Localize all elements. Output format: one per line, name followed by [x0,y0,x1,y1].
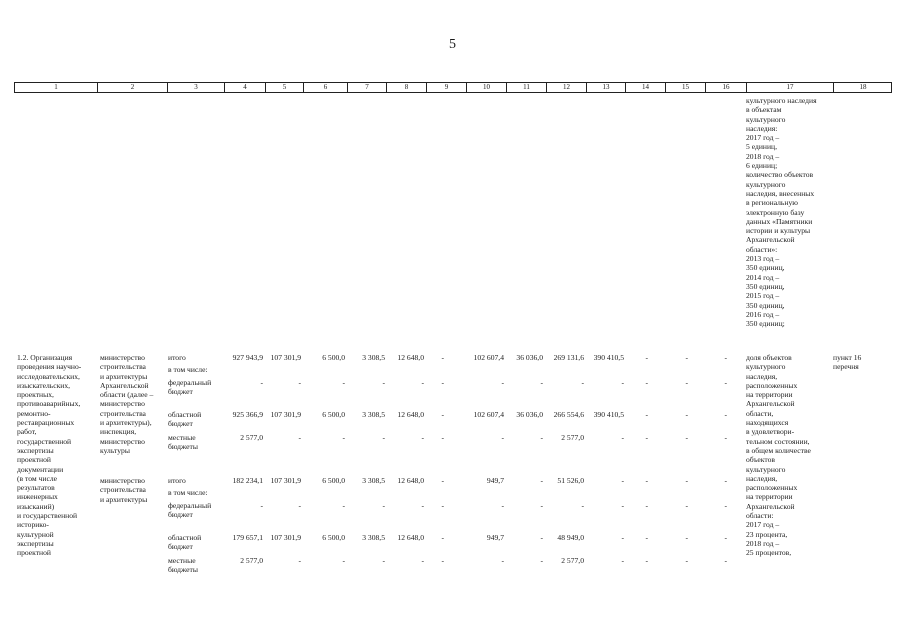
list-reference: пункт 16 перечня [833,353,862,372]
value-cell: 107 301,9 [270,410,301,419]
value-cell: - [685,476,688,485]
value-cell: 927 943,9 [232,353,263,362]
value-cell: 36 036,0 [516,410,543,419]
funding-source-label: федеральный бюджет [168,501,212,520]
value-cell: - [501,378,504,387]
value-cell: 102 607,4 [473,353,504,362]
value-cell: 2 577,0 [240,556,263,565]
value-cell: 925 366,9 [232,410,263,419]
column-header-17: 17 [746,82,833,93]
value-cell: 107 301,9 [270,353,301,362]
value-cell: - [260,501,263,510]
value-cell: 107 301,9 [270,533,301,542]
value-cell: 949,7 [486,533,504,542]
funding-source-label: в том числе: [168,365,208,374]
value-cell: 949,7 [486,476,504,485]
value-cell: 266 554,6 [553,410,584,419]
value-cell: - [645,410,648,419]
value-cell: 6 500,0 [322,353,345,362]
value-cell: 269 131,6 [553,353,584,362]
column-header-16: 16 [705,82,746,93]
value-cell: 12 648,0 [397,533,424,542]
value-cell: - [685,556,688,565]
executor-group-1: министерство строительства и архитектуры Архангельской области (далее – министерство строительства и архитектуры), инспекция, министерство культуры [100,353,154,455]
column-header-15: 15 [665,82,705,93]
value-cell: - [382,433,385,442]
funding-source-label: местные бюджеты [168,433,198,452]
value-cell: 107 301,9 [270,476,301,485]
value-cell: 102 607,4 [473,410,504,419]
value-cell: 6 500,0 [322,476,345,485]
value-cell: - [581,501,584,510]
column-header-14: 14 [625,82,665,93]
value-cell: - [645,556,648,565]
value-cell: 6 500,0 [322,533,345,542]
value-cell: - [724,533,727,542]
value-cell: 2 577,0 [561,433,584,442]
value-cell: - [540,476,543,485]
value-cell: - [621,476,624,485]
value-cell: - [342,501,345,510]
value-cell: 390 410,5 [593,353,624,362]
column-number-header [14,82,892,93]
column-header-8: 8 [386,82,426,93]
value-cell: - [441,378,444,387]
value-cell: - [441,353,444,362]
value-cell: - [685,433,688,442]
value-cell: 12 648,0 [397,410,424,419]
value-cell: - [441,476,444,485]
value-cell: - [421,556,424,565]
value-cell: - [501,501,504,510]
value-cell: 179 657,1 [232,533,263,542]
page-number: 5 [449,37,456,52]
value-cell: - [581,378,584,387]
target-indicator: доля объектов культурного наследия, расположенных на территории Архангельской области, находящихся в удовлетвори- тельном состоянии, в общем количестве объектов культурного наследия, расположенных на территории Архангельской области: 2017 год – 23 процента, 2018 год – 25 процентов, [746,353,811,558]
column-header-6: 6 [303,82,347,93]
value-cell: - [298,556,301,565]
value-cell: - [298,501,301,510]
column-header-11: 11 [506,82,546,93]
value-cell: - [382,378,385,387]
executor-group-2: министерство строительства и архитектуры [100,476,148,504]
value-cell: - [441,410,444,419]
value-cell: - [645,378,648,387]
value-cell: - [501,433,504,442]
value-cell: - [540,556,543,565]
value-cell: - [342,378,345,387]
funding-source-label: областной бюджет [168,410,202,429]
column-header-12: 12 [546,82,586,93]
value-cell: - [724,556,727,565]
value-cell: - [724,410,727,419]
funding-source-label: итого [168,476,186,485]
value-cell: - [645,433,648,442]
measure-name: 1.2. Организация проведения научно- исследовательских, изыскательских, проектных, противоаварийных, ремонтно- реставрационных работ, государственной экспертизы проектной документации (в том числе результатов инженерных изысканий) и государственной историко- культурной экспертизы проектной [17,353,82,558]
value-cell: - [501,556,504,565]
value-cell: - [645,353,648,362]
value-cell: - [685,410,688,419]
column-header-7: 7 [347,82,386,93]
value-cell: 48 949,0 [557,533,584,542]
column-header-13: 13 [586,82,625,93]
value-cell: 12 648,0 [397,353,424,362]
value-cell: - [621,501,624,510]
value-cell: 3 308,5 [362,533,385,542]
funding-source-label: областной бюджет [168,533,202,552]
value-cell: - [441,533,444,542]
value-cell: 2 577,0 [240,433,263,442]
value-cell: - [621,433,624,442]
value-cell: 390 410,5 [593,410,624,419]
funding-source-label: в том числе: [168,488,208,497]
value-cell: - [382,556,385,565]
value-cell: 12 648,0 [397,476,424,485]
value-cell: - [724,501,727,510]
value-cell: - [441,556,444,565]
value-cell: - [441,433,444,442]
value-cell: - [645,501,648,510]
value-cell: - [298,433,301,442]
value-cell: - [724,353,727,362]
value-cell: - [382,501,385,510]
value-cell: - [540,501,543,510]
column-header-10: 10 [466,82,506,93]
value-cell: - [540,533,543,542]
value-cell: - [621,556,624,565]
column-header-4: 4 [224,82,265,93]
column-header-2: 2 [97,82,167,93]
value-cell: 51 526,0 [557,476,584,485]
value-cell: - [342,433,345,442]
value-cell: - [621,378,624,387]
value-cell: - [685,533,688,542]
value-cell: - [724,476,727,485]
value-cell: - [540,378,543,387]
value-cell: - [421,433,424,442]
funding-source-label: итого [168,353,186,362]
column-header-1: 1 [54,83,58,91]
value-cell: - [685,378,688,387]
value-cell: - [685,353,688,362]
value-cell: - [724,378,727,387]
value-cell: - [260,378,263,387]
value-cell: 3 308,5 [362,476,385,485]
column-header-18: 18 [833,82,892,93]
value-cell: - [421,378,424,387]
value-cell: - [685,501,688,510]
value-cell: - [298,378,301,387]
value-cell: - [342,556,345,565]
column-header-3: 3 [167,82,224,93]
value-cell: 3 308,5 [362,410,385,419]
value-cell: - [421,501,424,510]
column-header-5: 5 [265,82,303,93]
value-cell: - [441,501,444,510]
funding-source-label: местные бюджеты [168,556,198,575]
value-cell: - [621,533,624,542]
value-cell: - [724,433,727,442]
value-cell: 3 308,5 [362,353,385,362]
column-header-9: 9 [426,82,466,93]
value-cell: 2 577,0 [561,556,584,565]
value-cell: - [645,533,648,542]
value-cell: 6 500,0 [322,410,345,419]
value-cell: 36 036,0 [516,353,543,362]
value-cell: - [645,476,648,485]
value-cell: 182 234,1 [232,476,263,485]
value-cell: - [540,433,543,442]
continuation-indicator-text: культурного наследия в объектам культурного наследия: 2017 год – 5 единиц, 2018 год – 6 единиц; количество объектов культурного наследия, внесенных в региональную электронную базу данных «Памятники истории и культуры Архангельской области»: 2013 год – 350 единиц, 2014 год – 350 единиц, 2015 год – 350 единиц, 2016 год – 350 единиц; [746,96,817,329]
funding-source-label: федеральный бюджет [168,378,212,397]
